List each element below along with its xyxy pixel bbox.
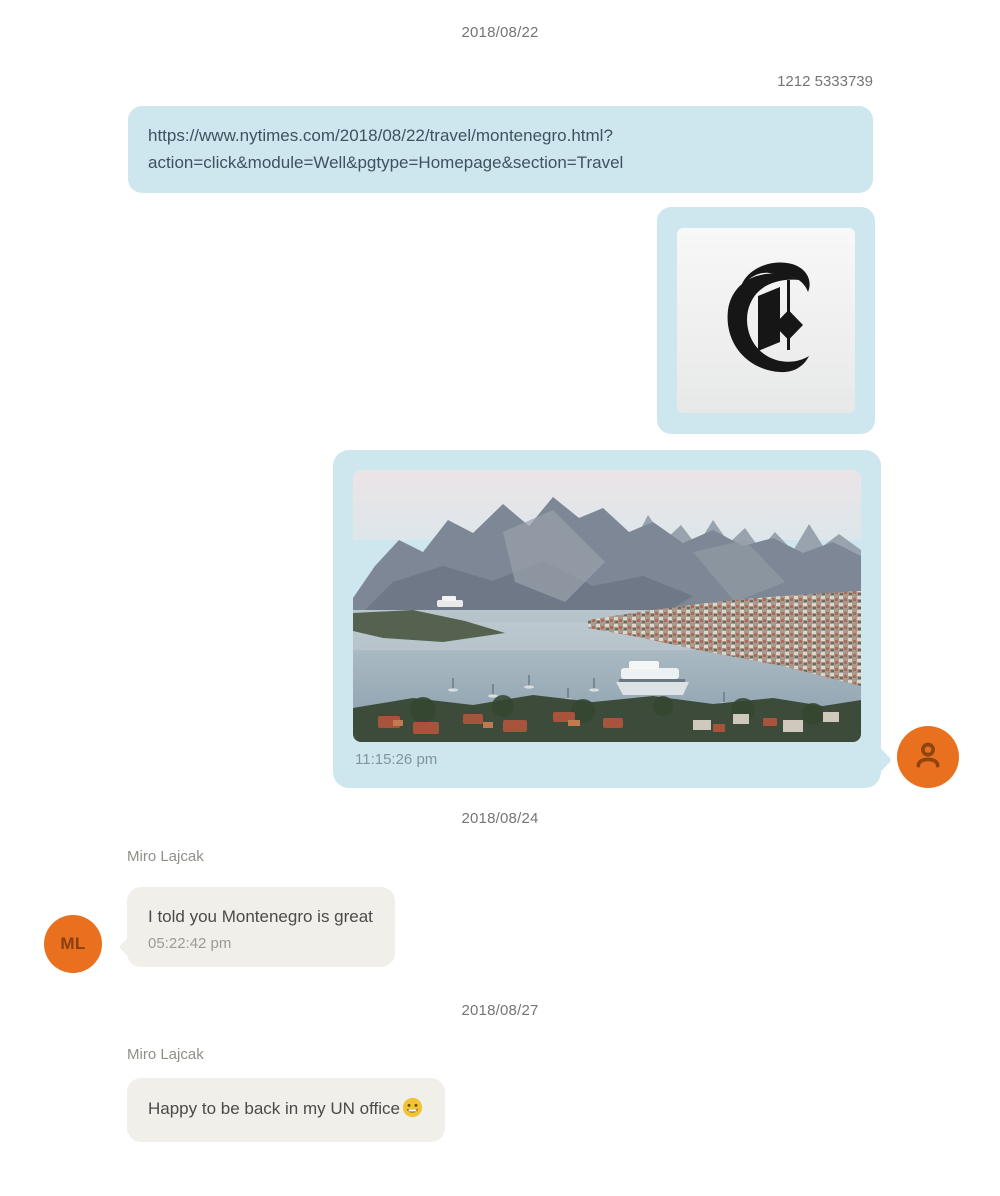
outgoing-avatar[interactable] [897,726,959,788]
grinning-emoji [402,1097,423,1123]
photo-timestamp: 11:15:26 pm [355,751,438,768]
bubble-tail [864,746,892,774]
bubble-tail [119,936,142,959]
date-separator: 2018/08/27 [461,1002,539,1019]
person-icon [911,738,945,777]
sender-name: Miro Lajcak [127,848,204,865]
sender-name: Miro Lajcak [127,1046,204,1063]
message-text: Happy to be back in my UN office [148,1099,400,1118]
phone-number-label: 1212 5333739 [777,73,873,90]
link-preview-bubble [657,207,875,434]
link-preview-card[interactable] [677,228,855,413]
outgoing-link-bubble [128,106,873,193]
outgoing-photo-bubble [333,450,881,788]
message-timestamp: 05:22:42 pm [148,935,232,952]
incoming-message-bubble [127,887,395,967]
message-text: I told you Montenegro is great [148,907,373,926]
photo-image[interactable] [353,470,861,742]
date-separator: 2018/08/22 [461,24,539,41]
nyt-t-logo-icon [712,256,820,385]
date-separator: 2018/08/24 [461,810,539,827]
incoming-message-bubble [127,1078,445,1142]
avatar-initials: ML [60,934,86,953]
message-link[interactable]: https://www.nytimes.com/2018/08/22/travel/montenegro.html?action=click&module=Well&pgtype=Homepage&section=Travel [148,126,624,172]
incoming-avatar[interactable] [44,915,102,973]
